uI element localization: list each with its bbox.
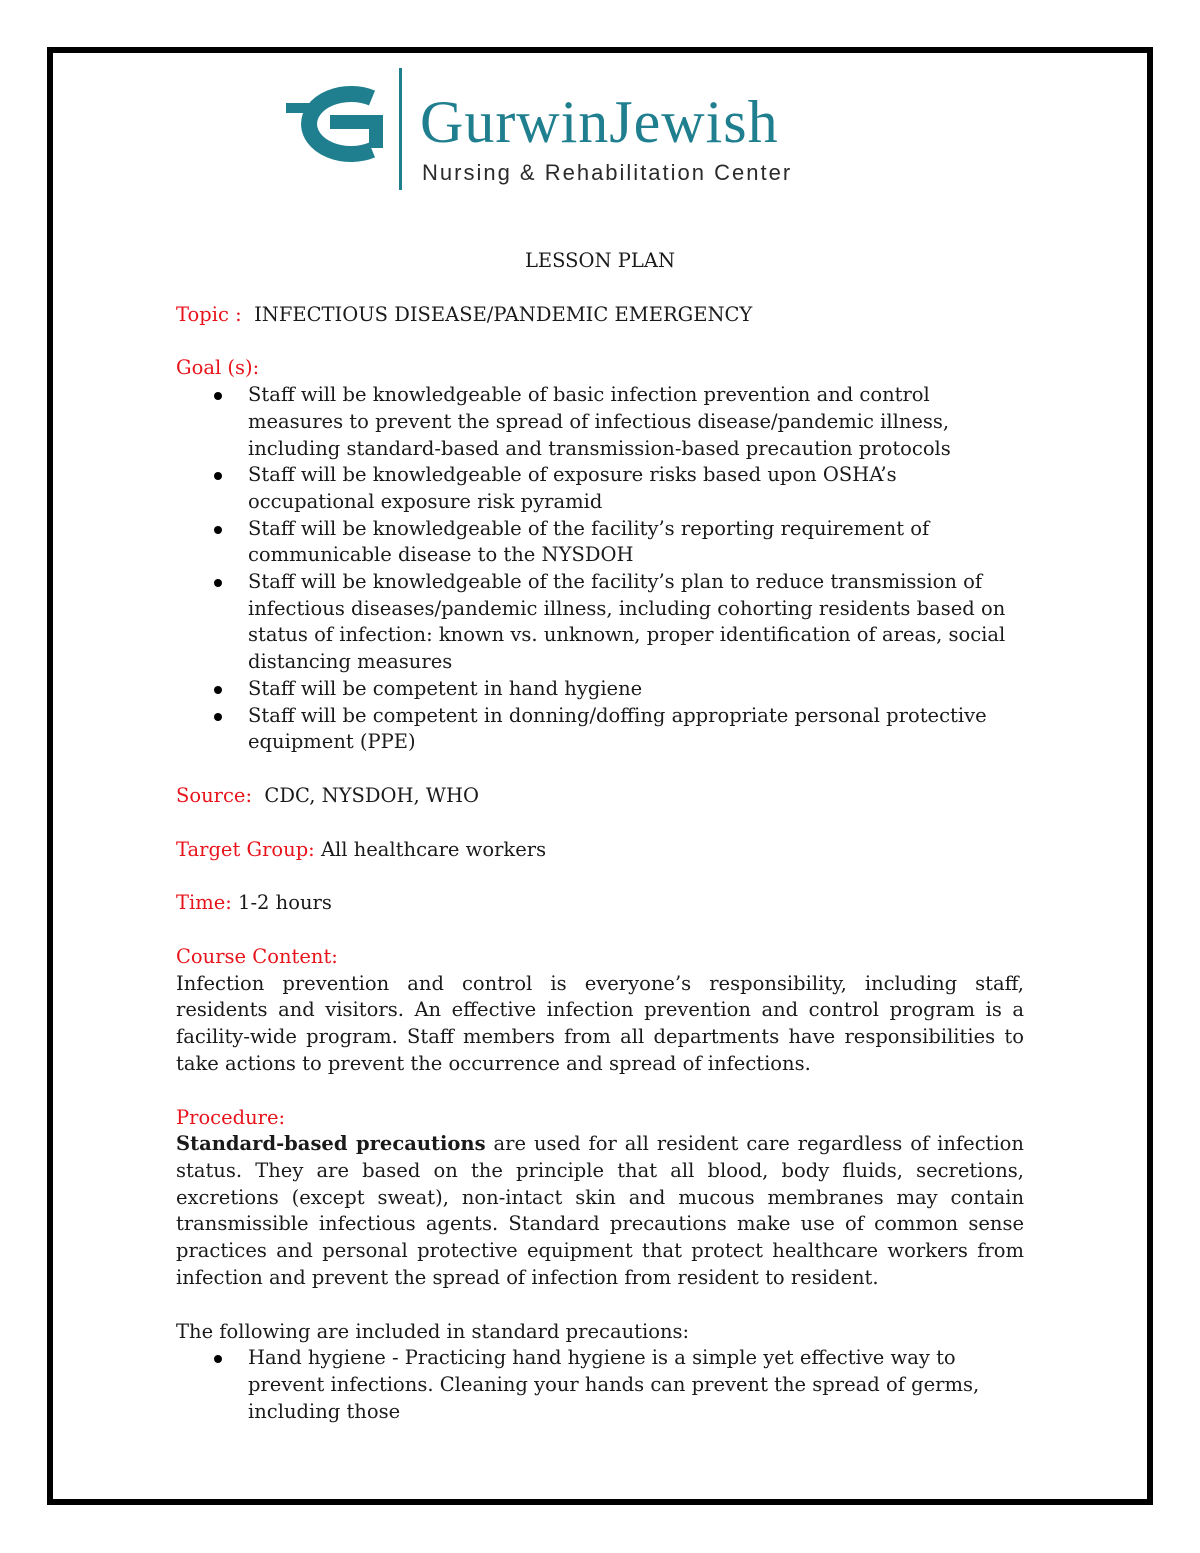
target-group-value: All healthcare workers: [320, 837, 547, 861]
included-list: [176, 1345, 1024, 1425]
procedure-bold-term: Standard-based precautions: [176, 1132, 486, 1156]
list-item: Staff will be knowledgeable of the facility’s plan to reduce transmission of infectious diseases/pandemic illness, including cohorting residents based on status of infection: known vs. unknown, proper identification of areas, social distancing measures: [248, 569, 1024, 676]
time-line: [176, 890, 1024, 917]
procedure-text: are used for all resident care regardless of infection status. They are based on the principle that all blood, body fluids, secretions, excretions (except sweat), non-intact skin and mucous membranes may contain transmissible infectious agents. Standard precautions make use of common sense practices and personal protective equipment that protect healthcare workers from infection and prevent the spread of infection from resident to resident.: [176, 1132, 1024, 1289]
time-label: Time:: [176, 891, 232, 915]
course-content-section: [176, 944, 1024, 1078]
list-item: Hand hygiene - Practicing hand hygiene is a simple yet effective way to prevent infections. Cleaning your hands can prevent the spread of germs, including those: [248, 1345, 1024, 1425]
list-item: Staff will be knowledgeable of exposure risks based upon OSHA’s occupational exposure risk pyramid: [248, 462, 1024, 515]
time-value: 1-2 hours: [238, 891, 332, 915]
logo-name-line1: GurwinJewish: [420, 89, 779, 155]
course-content-text: Infection prevention and control is everyone’s responsibility, including staff, residents and visitors. An effective infection prevention and control program is a facility-wide program. Staff members from all departments have responsibilities to take actions to prevent the occurrence and spread of infections.: [176, 971, 1024, 1075]
page-title: LESSON PLAN: [524, 249, 676, 272]
gurwin-logo-icon: [272, 68, 932, 194]
lesson-plan-body: [176, 248, 1024, 1452]
list-item: Staff will be knowledgeable of the facility’s reporting requirement of communicable disease to the NYSDOH: [248, 516, 1024, 569]
list-item: Staff will be competent in hand hygiene: [248, 676, 1024, 703]
list-item: Staff will be knowledgeable of basic infection prevention and control measures to prevent the spread of infectious disease/pandemic illness, including standard-based and transmission-based precaution protocols: [248, 382, 1024, 462]
source-value: CDC, NYSDOH, WHO: [264, 783, 479, 807]
procedure-section: [176, 1105, 1024, 1292]
logo-name-line2: Nursing & Rehabilitation Center: [422, 160, 793, 185]
source-line: [176, 783, 1024, 810]
goals-label: Goal (s):: [176, 356, 260, 380]
topic-line: [176, 302, 1024, 329]
procedure-label: Procedure:: [176, 1105, 286, 1129]
gurwin-logo: [272, 68, 932, 194]
goals-list: [176, 382, 1024, 756]
target-group-label: Target Group:: [176, 837, 315, 861]
topic-label: Topic :: [176, 302, 242, 326]
source-label: Source:: [176, 783, 253, 807]
procedure-paragraph: [176, 1131, 1024, 1291]
list-item: Staff will be competent in donning/doffing appropriate personal protective equipment (PPE): [248, 703, 1024, 756]
target-group-line: [176, 837, 1024, 864]
included-intro: The following are included in standard precautions:: [176, 1319, 690, 1343]
course-content-label: Course Content:: [176, 945, 338, 969]
topic-value: INFECTIOUS DISEASE/PANDEMIC EMERGENCY: [254, 302, 753, 326]
